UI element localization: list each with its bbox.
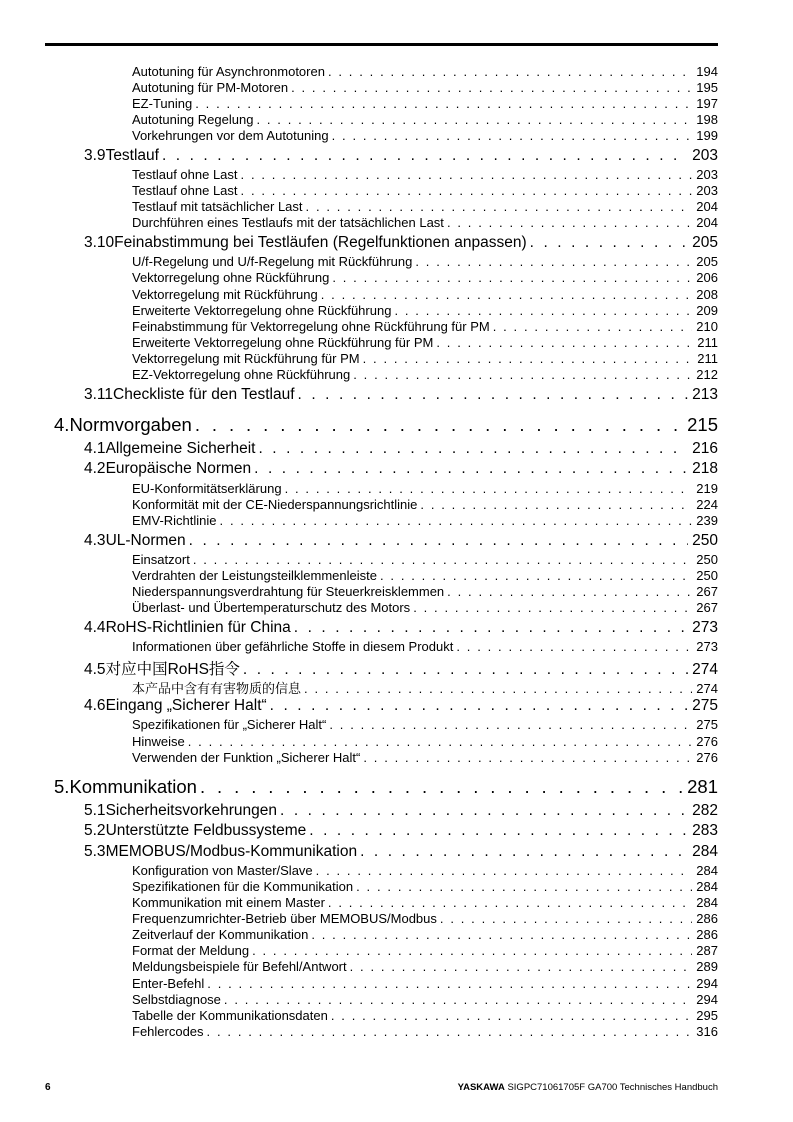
toc-dot-leader	[207, 1024, 693, 1039]
toc-entry-number: 4.5	[84, 661, 106, 678]
toc-entry-title: Testlauf ohne Last	[132, 183, 238, 198]
toc-entry-title: UL-Normen	[105, 532, 186, 549]
toc-entry-number: 5.3	[84, 843, 106, 860]
toc-entry-title: Feinabstimmung bei Testläufen (Regelfunktionen anpassen)	[114, 234, 527, 251]
toc-entry-page: 211	[697, 335, 718, 350]
toc-subsection-entry[interactable]	[132, 1008, 718, 1024]
toc-entry-title: Autotuning für Asynchronmotoren	[132, 64, 325, 79]
toc-entry-number: 3.10	[84, 234, 115, 251]
toc-subsection-entry[interactable]	[132, 678, 718, 694]
toc-entry-page: 294	[696, 992, 718, 1007]
toc-entry-page: 286	[696, 927, 718, 942]
toc-section-entry[interactable]	[84, 234, 718, 253]
toc-entry-title: EMV-Richtlinie	[132, 513, 217, 528]
toc-subsection-entry[interactable]	[132, 895, 718, 911]
toc-entry-title: Unterstützte Feldbussysteme	[105, 822, 307, 839]
toc-entry-title: Verdrahten der Leistungsteilklemmenleiste	[132, 568, 377, 583]
toc-entry-number: 4.4	[84, 619, 106, 636]
toc-subsection-entry[interactable]	[132, 270, 718, 286]
toc-dot-leader	[328, 895, 692, 910]
toc-dot-leader	[304, 681, 692, 696]
toc-chapter-entry[interactable]	[54, 776, 718, 798]
toc-dot-leader	[298, 386, 689, 404]
toc-entry-title: Informationen über gefährliche Stoffe in diesem Produkt	[132, 639, 454, 654]
toc-entry-page: 211	[697, 351, 718, 366]
toc-dot-leader	[200, 776, 683, 798]
toc-entry-page: 205	[696, 254, 718, 269]
toc-entry-number: 4.2	[84, 460, 106, 477]
toc-subsection-entry[interactable]	[132, 287, 718, 303]
toc-entry-title: Niederspannungsverdrahtung für Steuerkreisklemmen	[132, 584, 445, 599]
toc-dot-leader	[332, 270, 692, 285]
toc-entry-title: Meldungsbeispiele für Befehl/Antwort	[132, 959, 347, 974]
toc-dot-leader	[207, 976, 692, 991]
toc-section-entry[interactable]	[84, 386, 718, 405]
toc-dot-leader	[291, 80, 692, 95]
toc-dot-leader	[162, 147, 688, 165]
toc-subsection-entry[interactable]	[132, 943, 718, 959]
toc-dot-leader	[440, 911, 692, 926]
toc-subsection-entry[interactable]	[132, 112, 718, 128]
toc-entry-page: 276	[696, 750, 718, 765]
toc-subsection-entry[interactable]	[132, 199, 718, 215]
toc-dot-leader	[258, 440, 688, 458]
toc-subsection-entry[interactable]	[132, 863, 718, 879]
toc-entry-title: Konformität mit der CE-Niederspannungsrichtlinie	[132, 497, 418, 512]
toc-subsection-entry[interactable]	[132, 167, 718, 183]
toc-entry-page: 198	[696, 112, 718, 127]
toc-subsection-entry[interactable]	[132, 96, 718, 112]
toc-dot-leader	[188, 734, 693, 749]
toc-entry-page: 203	[696, 183, 718, 198]
toc-entry-title: Tabelle der Kommunikationsdaten	[132, 1008, 328, 1023]
toc-subsection-entry[interactable]	[132, 128, 718, 144]
toc-dot-leader	[243, 661, 688, 679]
toc-subsection-entry[interactable]	[132, 335, 718, 351]
toc-subsection-entry[interactable]	[132, 254, 718, 270]
toc-entry-title: Vektorregelung mit Rückführung	[132, 287, 318, 302]
toc-entry-title: 本产品中含有有害物质的信息	[132, 681, 302, 696]
toc-section-entry[interactable]	[84, 440, 718, 459]
toc-entry-page: 195	[696, 80, 718, 95]
toc-dot-leader	[331, 1008, 692, 1023]
toc-entry-title: Erweiterte Vektorregelung ohne Rückführung	[132, 303, 392, 318]
toc-entry-title: EU-Konformitätserklärung	[132, 481, 282, 496]
toc-dot-leader	[328, 64, 692, 79]
toc-entry-page: 281	[687, 776, 718, 797]
toc-dot-leader	[270, 697, 688, 715]
toc-subsection-entry[interactable]	[132, 959, 718, 975]
toc-dot-leader	[316, 863, 693, 878]
toc-entry-page: 282	[692, 802, 718, 819]
toc-dot-leader	[447, 215, 692, 230]
toc-entry-title: 对应中国RoHS指令	[105, 661, 240, 678]
toc-entry-title: Frequenzumrichter-Betrieb über MEMOBUS/Modbus	[132, 911, 437, 926]
toc-entry-title: Vektorregelung ohne Rückführung	[132, 270, 330, 285]
toc-entry-page: 208	[696, 287, 718, 302]
toc-entry-title: Format der Meldung	[132, 943, 250, 958]
toc-subsection-entry[interactable]	[132, 639, 718, 655]
toc-entry-title: Einsatzort	[132, 552, 190, 567]
toc-entry-page: 284	[692, 843, 718, 860]
toc-dot-leader	[311, 927, 692, 942]
toc-entry-number: 4.	[54, 414, 70, 435]
toc-entry-page: 284	[696, 863, 718, 878]
toc-entry-title: Verwenden der Funktion „Sicherer Halt“	[132, 750, 361, 765]
toc-entry-title: Zeitverlauf der Kommunikation	[132, 927, 309, 942]
toc-subsection-entry[interactable]	[132, 215, 718, 231]
toc-entry-page: 205	[692, 234, 718, 251]
toc-dot-leader	[241, 167, 693, 182]
toc-subsection-entry[interactable]	[132, 992, 718, 1008]
toc-entry-title: Konfiguration von Master/Slave	[132, 863, 313, 878]
toc-subsection-entry[interactable]	[132, 183, 718, 199]
toc-dot-leader	[294, 619, 688, 637]
toc-entry-page: 204	[696, 199, 718, 214]
toc-dot-leader	[356, 879, 692, 894]
toc-subsection-entry[interactable]	[132, 717, 718, 733]
toc-entry-page: 203	[692, 147, 718, 164]
toc-entry-page: 209	[696, 303, 718, 318]
toc-entry-title: MEMOBUS/Modbus-Kommunikation	[105, 843, 358, 860]
toc-dot-leader	[306, 199, 693, 214]
toc-subsection-entry[interactable]	[132, 552, 718, 568]
toc-entry-number: 5.2	[84, 822, 106, 839]
footer-page-number: 6	[45, 1082, 51, 1093]
toc-entry-page: 219	[696, 481, 718, 496]
toc-subsection-entry[interactable]	[132, 976, 718, 992]
toc-dot-leader	[252, 943, 692, 958]
toc-dot-leader	[436, 335, 693, 350]
toc-entry-number: 4.3	[84, 532, 106, 549]
toc-subsection-entry[interactable]	[132, 80, 718, 96]
toc-dot-leader	[280, 802, 688, 820]
toc-entry-title: Erweiterte Vektorregelung ohne Rückführung für PM	[132, 335, 434, 350]
toc-dot-leader	[189, 532, 688, 550]
toc-dot-leader	[493, 319, 693, 334]
toc-entry-title: Normvorgaben	[69, 414, 192, 435]
toc-entry-title: EZ-Tuning	[132, 96, 193, 111]
toc-entry-title: Sicherheitsvorkehrungen	[105, 802, 278, 819]
toc-entry-page: 210	[696, 319, 718, 334]
toc-dot-leader	[380, 568, 692, 583]
toc-entry-title: U/f-Regelung und U/f-Regelung mit Rückführung	[132, 254, 413, 269]
toc-subsection-entry[interactable]	[132, 497, 718, 513]
toc-dot-leader	[353, 367, 692, 382]
toc-subsection-entry[interactable]	[132, 1024, 718, 1040]
toc-entry-title: Autotuning Regelung	[132, 112, 254, 127]
toc-entry-title: Überlast- und Übertemperaturschutz des Motors	[132, 600, 411, 615]
toc-dot-leader	[241, 183, 693, 198]
toc-entry-page: 273	[696, 639, 718, 654]
toc-entry-page: 289	[696, 959, 718, 974]
toc-entry-page: 284	[696, 879, 718, 894]
toc-entry-title: Spezifikationen für „Sicherer Halt“	[132, 717, 327, 732]
toc-section-entry[interactable]	[84, 460, 718, 479]
toc-chapter-entry[interactable]	[54, 414, 718, 436]
toc-dot-leader	[332, 128, 693, 143]
toc-entry-number: 3.9	[84, 147, 106, 164]
toc-entry-title: Durchführen eines Testlaufs mit der tatsächlichen Last	[132, 215, 444, 230]
toc-section-entry[interactable]	[84, 802, 718, 821]
toc-entry-page: 218	[692, 460, 718, 477]
toc-subsection-entry[interactable]	[132, 568, 718, 584]
toc-entry-title: Spezifikationen für die Kommunikation	[132, 879, 354, 894]
toc-dot-leader	[350, 959, 693, 974]
toc-entry-number: 3.11	[84, 386, 114, 403]
toc-dot-leader	[447, 584, 692, 599]
toc-dot-leader	[193, 552, 692, 567]
toc-entry-page: 294	[696, 976, 718, 991]
toc-entry-title: Testlauf ohne Last	[132, 167, 238, 182]
toc-dot-leader	[329, 717, 692, 732]
toc-entry-title: Testlauf	[105, 147, 159, 164]
toc-entry-number: 4.6	[84, 697, 106, 714]
toc-entry-page: 194	[696, 64, 718, 79]
toc-entry-page: 204	[696, 215, 718, 230]
toc-entry-title: Testlauf mit tatsächlicher Last	[132, 199, 303, 214]
toc-dot-leader	[394, 303, 692, 318]
toc-subsection-entry[interactable]	[132, 911, 718, 927]
toc-entry-page: 267	[696, 600, 718, 615]
toc-section-entry[interactable]	[84, 619, 718, 638]
toc-dot-leader	[363, 750, 692, 765]
header-rule	[45, 43, 718, 46]
toc-entry-page: 275	[692, 697, 718, 714]
toc-subsection-entry[interactable]	[132, 319, 718, 335]
toc-dot-leader	[224, 992, 692, 1007]
toc-dot-leader	[415, 254, 692, 269]
toc-subsection-entry[interactable]	[132, 879, 718, 895]
toc-entry-page: 283	[692, 822, 718, 839]
toc-entry-page: 213	[692, 386, 718, 403]
footer-document-info	[458, 1082, 718, 1093]
toc-dot-leader	[195, 414, 683, 436]
toc-subsection-entry[interactable]	[132, 64, 718, 80]
toc-dot-leader	[360, 843, 688, 861]
toc-entry-title: Allgemeine Sicherheit	[105, 440, 256, 457]
toc-section-entry[interactable]	[84, 532, 718, 551]
toc-entry-page: 199	[696, 128, 718, 143]
toc-subsection-entry[interactable]	[132, 584, 718, 600]
toc-entry-page: 216	[692, 440, 718, 457]
toc-entry-title: EZ-Vektorregelung ohne Rückführung	[132, 367, 351, 382]
toc-entry-page: 275	[696, 717, 718, 732]
toc-entry-number: 4.1	[84, 440, 106, 457]
toc-entry-title: Vorkehrungen vor dem Autotuning	[132, 128, 329, 143]
toc-dot-leader	[285, 481, 693, 496]
toc-entry-page: 284	[696, 895, 718, 910]
toc-entry-page: 197	[696, 96, 718, 111]
footer-brand: YASKAWA	[457, 1082, 505, 1093]
toc-dot-leader	[456, 639, 692, 654]
toc-entry-page: 250	[692, 532, 718, 549]
toc-section-entry[interactable]	[84, 822, 718, 841]
toc-entry-title: RoHS-Richtlinien für China	[105, 619, 291, 636]
toc-entry-page: 215	[687, 414, 718, 435]
toc-entry-page: 212	[696, 367, 718, 382]
toc-subsection-entry[interactable]	[132, 734, 718, 750]
toc-dot-leader	[321, 287, 693, 302]
toc-dot-leader	[195, 96, 692, 111]
toc-entry-page: 250	[696, 568, 718, 583]
toc-dot-leader	[530, 234, 689, 252]
toc-entry-page: 274	[692, 661, 718, 678]
toc-entry-page: 316	[696, 1024, 718, 1039]
toc-subsection-entry[interactable]	[132, 513, 718, 529]
toc-entry-title: Autotuning für PM-Motoren	[132, 80, 289, 95]
toc-entry-number: 5.	[54, 776, 70, 797]
toc-entry-page: 267	[696, 584, 718, 599]
toc-dot-leader	[254, 460, 688, 478]
toc-subsection-entry[interactable]	[132, 367, 718, 383]
toc-entry-title: Selbstdiagnose	[132, 992, 221, 1007]
toc-entry-number: 5.1	[84, 802, 106, 819]
toc-entry-title: Enter-Befehl	[132, 976, 205, 991]
toc-entry-page: 224	[696, 497, 718, 512]
toc-entry-title: Vektorregelung mit Rückführung für PM	[132, 351, 360, 366]
toc-subsection-entry[interactable]	[132, 927, 718, 943]
toc-entry-title: Kommunikation	[69, 776, 197, 797]
toc-entry-page: 295	[696, 1008, 718, 1023]
toc-entry-title: Checkliste für den Testlauf	[113, 386, 295, 403]
toc-section-entry[interactable]	[84, 147, 718, 166]
toc-dot-leader	[363, 351, 694, 366]
toc-entry-page: 276	[696, 734, 718, 749]
toc-entry-page: 274	[696, 681, 718, 696]
toc-subsection-entry[interactable]	[132, 303, 718, 319]
toc-entry-page: 250	[696, 552, 718, 567]
footer-doc-info: SIGPC71061705F GA700 Technisches Handbuch	[507, 1082, 718, 1093]
toc-entry-page: 287	[696, 943, 718, 958]
toc-dot-leader	[309, 822, 688, 840]
toc-subsection-entry[interactable]	[132, 481, 718, 497]
toc-dot-leader	[256, 112, 692, 127]
toc-dot-leader	[220, 513, 693, 528]
toc-section-entry[interactable]	[84, 657, 718, 676]
toc-entry-page: 239	[696, 513, 718, 528]
toc-entry-page: 203	[696, 167, 718, 182]
toc-dot-leader	[413, 600, 692, 615]
toc-entry-page: 273	[692, 619, 718, 636]
toc-dot-leader	[420, 497, 692, 512]
toc-entry-title: Hinweise	[132, 734, 185, 749]
toc-section-entry[interactable]	[84, 697, 718, 716]
toc-section-entry[interactable]	[84, 843, 718, 862]
toc-subsection-entry[interactable]	[132, 750, 718, 766]
toc-entry-page: 206	[696, 270, 718, 285]
toc-subsection-entry[interactable]	[132, 351, 718, 367]
toc-subsection-entry[interactable]	[132, 600, 718, 616]
toc-entry-title: Eingang „Sicherer Halt“	[105, 697, 267, 714]
toc-entry-title: Kommunikation mit einem Master	[132, 895, 325, 910]
toc-entry-title: Europäische Normen	[105, 460, 252, 477]
toc-entry-title: Feinabstimmung für Vektorregelung ohne Rückführung für PM	[132, 319, 490, 334]
toc-entry-page: 286	[696, 911, 718, 926]
toc-entry-title: Fehlercodes	[132, 1024, 204, 1039]
